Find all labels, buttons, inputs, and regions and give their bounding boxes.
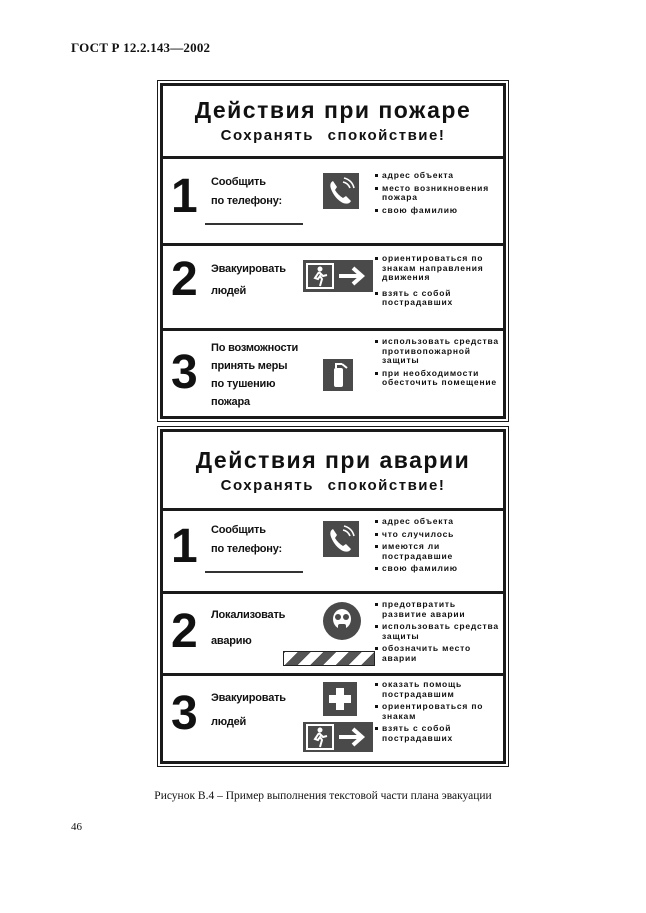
bullet-item: обозначить место аварии bbox=[375, 644, 499, 663]
sign-subtitle: Сохранять спокойствие! bbox=[220, 127, 446, 144]
bullet-item: свою фамилию bbox=[375, 206, 499, 216]
warning-stripe-barrier bbox=[283, 651, 375, 666]
step-number: 3 bbox=[171, 687, 198, 740]
fire-actions-sign bbox=[160, 83, 506, 419]
gas-mask-icon bbox=[323, 602, 361, 640]
standard-header: ГОСТ Р 12.2.143—2002 bbox=[71, 40, 211, 55]
step-bullets bbox=[375, 600, 499, 667]
sign-header bbox=[163, 86, 503, 159]
phone-icon bbox=[323, 521, 359, 557]
bullet-item: ориентироваться по знакам направления движения bbox=[375, 254, 499, 283]
first-aid-cross-icon bbox=[323, 682, 357, 716]
sign-subtitle: Сохранять спокойствие! bbox=[220, 477, 446, 494]
exit-arrow-icon bbox=[303, 722, 373, 752]
bullet-item: место возникновения пожара bbox=[375, 184, 499, 203]
bullet-item: оказать помощь пострадавшим bbox=[375, 680, 499, 699]
step-text: Сообщить по телефону: bbox=[211, 524, 282, 555]
step-extinguish-fire bbox=[163, 331, 503, 416]
step-evacuate-people bbox=[163, 246, 503, 331]
figure-caption: Рисунок В.4 – Пример выполнения текстовой части плана эвакуации bbox=[154, 790, 492, 802]
page-number: 46 bbox=[71, 821, 82, 833]
bullet-item: свою фамилию bbox=[375, 564, 499, 574]
bullet-item: ориентироваться по знакам bbox=[375, 702, 499, 721]
bullet-item: при необходимости обесточить помещение bbox=[375, 369, 499, 388]
bullet-item: адрес объекта bbox=[375, 517, 499, 527]
step-text: Эвакуировать людей bbox=[211, 692, 286, 728]
step-bullets bbox=[375, 517, 499, 577]
fire-extinguisher-icon bbox=[323, 359, 353, 391]
step-text: Эвакуировать людей bbox=[211, 263, 286, 297]
sign-header bbox=[163, 432, 503, 511]
step-report-by-phone bbox=[163, 511, 503, 594]
fill-in-line bbox=[205, 223, 303, 225]
step-number: 2 bbox=[171, 253, 198, 306]
bullet-item: адрес объекта bbox=[375, 171, 499, 181]
step-bullets bbox=[375, 680, 499, 747]
step-number: 1 bbox=[171, 520, 198, 573]
step-number: 3 bbox=[171, 346, 198, 399]
bullet-item: имеются ли пострадавшие bbox=[375, 542, 499, 561]
step-report-by-phone bbox=[163, 159, 503, 246]
step-number: 2 bbox=[171, 605, 198, 658]
bullet-item: использовать средства противопожарной защиты bbox=[375, 337, 499, 366]
step-bullets bbox=[375, 254, 499, 311]
phone-icon bbox=[323, 173, 359, 209]
step-bullets bbox=[375, 337, 499, 391]
step-text: По возможности принять меры по тушению пожара bbox=[211, 342, 299, 408]
step-text: Сообщить по телефону: bbox=[211, 176, 282, 207]
bullet-item: взять с собой пострадавших bbox=[375, 724, 499, 743]
step-evacuate-people bbox=[163, 676, 503, 761]
step-localize-accident bbox=[163, 594, 503, 676]
exit-arrow-icon bbox=[303, 260, 373, 292]
bullet-item: взять с собой пострадавших bbox=[375, 289, 499, 308]
accident-actions-sign bbox=[160, 429, 506, 764]
fill-in-line bbox=[205, 571, 303, 573]
step-number: 1 bbox=[171, 170, 198, 223]
bullet-item: использовать средства защиты bbox=[375, 622, 499, 641]
sign-title: Действия при пожаре bbox=[194, 97, 472, 123]
step-text: Локализовать аварию bbox=[211, 609, 286, 647]
step-bullets bbox=[375, 171, 499, 218]
bullet-item: предотвратить развитие аварии bbox=[375, 600, 499, 619]
sign-title: Действия при аварии bbox=[195, 447, 471, 473]
bullet-item: что случилось bbox=[375, 530, 499, 540]
